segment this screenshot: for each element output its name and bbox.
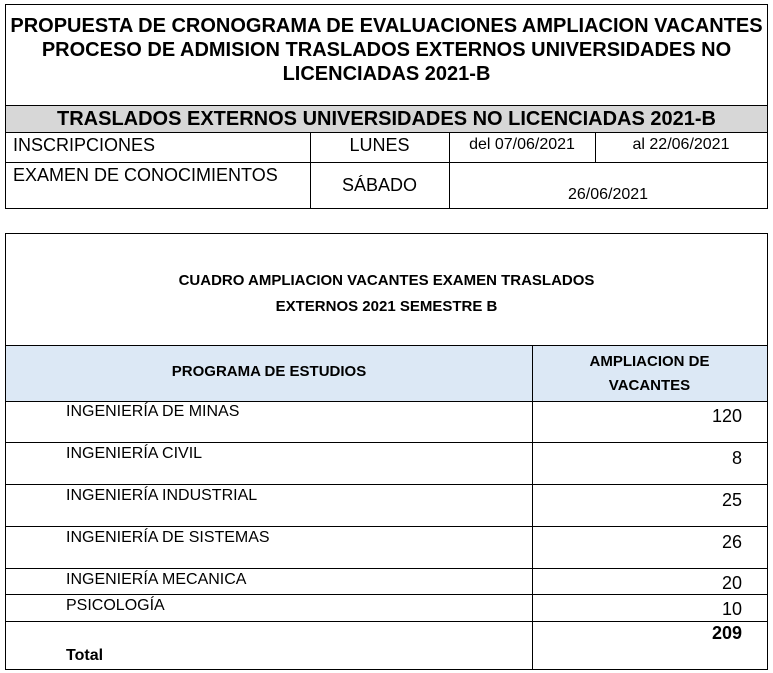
vacancies-table [5, 233, 768, 670]
schedule-title-line: PROCESO DE ADMISION TRASLADOS EXTERNOS UNIVERSIDADES NO [41, 39, 732, 61]
total-label: Total [66, 647, 104, 664]
row-divider [6, 526, 767, 527]
schedule-title-line: PROPUESTA DE CRONOGRAMA DE EVALUACIONES AMPLIACION VACANTES [10, 15, 763, 37]
row-divider [6, 442, 767, 443]
header-vacancies-line: VACANTES [608, 377, 691, 394]
vacancies-header-row [6, 345, 767, 402]
schedule-table [5, 4, 768, 209]
row-divider [6, 568, 767, 569]
program-vacancies: 8 [731, 448, 742, 468]
vacancies-title-line: EXTERNOS 2021 SEMESTRE B [275, 298, 498, 315]
row-divider [6, 484, 767, 485]
program-vacancies: 20 [721, 573, 742, 593]
program-name: INGENIERÍA DE SISTEMAS [66, 529, 270, 546]
program-name: INGENIERÍA DE MINAS [66, 403, 240, 420]
schedule-subtitle: TRASLADOS EXTERNOS UNIVERSIDADES NO LICENCIADAS 2021-B [6, 105, 767, 133]
activity-examen: EXAMEN DE CONOCIMIENTOS [13, 165, 278, 185]
row-divider [6, 162, 767, 163]
program-name: INGENIERÍA INDUSTRIAL [66, 487, 258, 504]
row-divider [6, 594, 767, 595]
program-vacancies: 25 [721, 490, 742, 510]
date-from: del 07/06/2021 [469, 136, 575, 153]
total-value: 209 [711, 623, 742, 643]
schedule-title [6, 14, 767, 86]
program-vacancies: 26 [721, 532, 742, 552]
program-name: PSICOLOGÍA [66, 597, 165, 614]
row-divider [6, 621, 767, 622]
activity-inscripciones: INSCRIPCIONES [13, 135, 156, 155]
header-vacancies-line: AMPLIACION DE [589, 353, 710, 370]
program-name: INGENIERÍA CIVIL [66, 445, 203, 462]
program-vacancies: 120 [711, 406, 742, 426]
program-name: INGENIERÍA MECANICA [66, 571, 247, 588]
day-sabado: SÁBADO [341, 175, 418, 195]
day-lunes: LUNES [349, 135, 410, 155]
header-program: PROGRAMA DE ESTUDIOS [171, 363, 367, 380]
program-vacancies: 10 [721, 599, 742, 619]
exam-date: 26/06/2021 [567, 186, 649, 203]
vacancies-title [6, 268, 767, 320]
date-to: al 22/06/2021 [632, 136, 730, 153]
schedule-title-line: LICENCIADAS 2021-B [282, 63, 491, 85]
header-vacancies [532, 350, 767, 398]
vacancies-title-line: CUADRO AMPLIACION VACANTES EXAMEN TRASLADOS [178, 272, 595, 289]
